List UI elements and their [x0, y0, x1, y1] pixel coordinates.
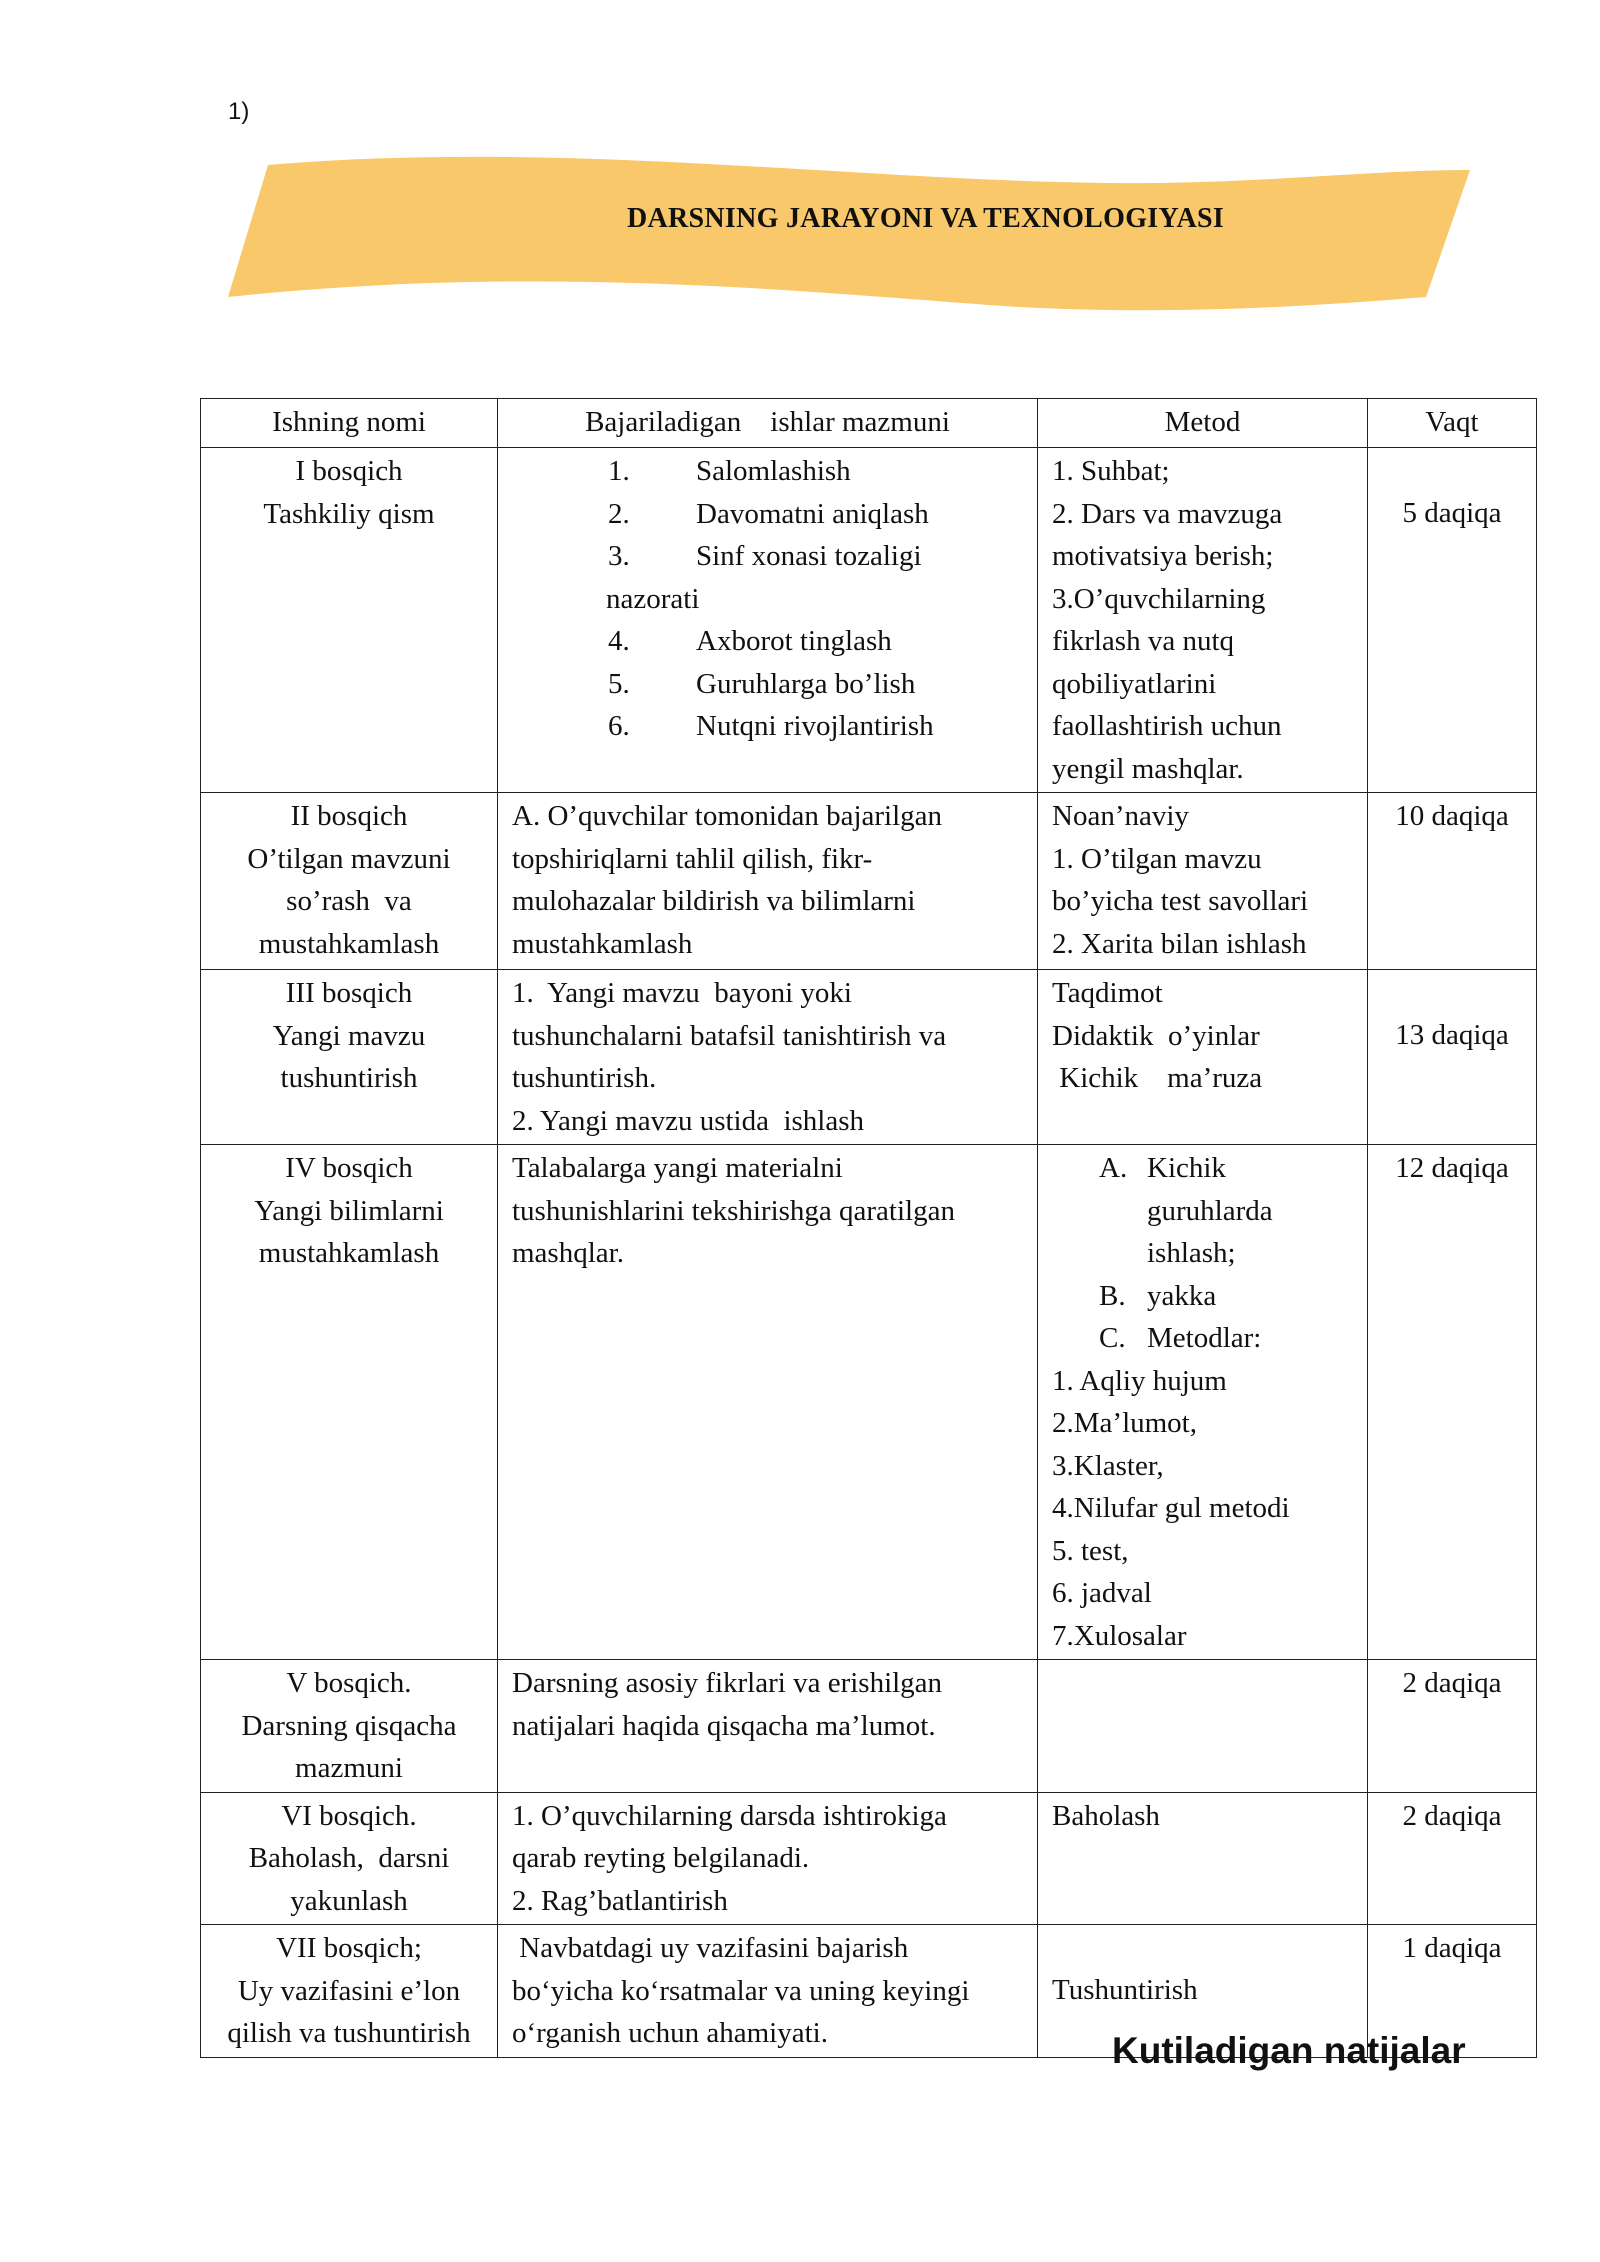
list-letter: A. — [1099, 1152, 1128, 1184]
content-line: bo‘yicha ko‘rsatmalar va uning keyingi — [512, 1974, 970, 2007]
list-number: 4. — [608, 625, 630, 657]
stage-cell — [201, 1660, 498, 1793]
method-line — [1052, 1927, 1353, 1969]
content-cell — [498, 448, 1038, 793]
stage-cell — [201, 1145, 498, 1660]
stage-line: qilish va tushuntirish — [227, 2017, 471, 2049]
stage-cell — [201, 1925, 498, 2058]
method-cell — [1038, 448, 1368, 793]
method-line: bo’yicha test savollari — [1052, 885, 1309, 917]
stage-line: I bosqich — [295, 455, 403, 487]
time-cell — [1368, 793, 1537, 970]
page-title: DARSNING JARAYONI VA TEXNOLOGIYASI — [626, 203, 1225, 234]
stage-cell — [201, 448, 498, 793]
stage-line: II bosqich — [290, 800, 408, 832]
lettered-method-item — [1099, 1232, 1353, 1275]
method-line: 2. Xarita bilan ishlash — [1052, 927, 1307, 960]
method-line: Tushuntirish — [1052, 1974, 1198, 2006]
method-line: Baholash — [1052, 1799, 1160, 1832]
list-text: Axborot tinglash — [696, 625, 892, 657]
method-line: Taqdimot — [1052, 977, 1163, 1009]
method-text: Kichik — [1147, 1152, 1226, 1184]
method-line: 1. Suhbat; — [1052, 455, 1170, 487]
content-list-item — [608, 535, 1023, 578]
stage-line: O’tilgan mavzuni — [247, 842, 451, 875]
table-row — [201, 793, 1537, 970]
content-line: 1. Yangi mavzu bayoni yoki — [512, 977, 852, 1009]
stage-line: tushuntirish — [280, 1062, 418, 1094]
lettered-method-item — [1099, 1317, 1353, 1360]
method-line: 2. Dars va mavzuga — [1052, 497, 1283, 530]
method-line: fikrlash va nutq — [1052, 625, 1235, 657]
method-line: 1. Aqliy hujum — [1052, 1364, 1227, 1397]
table-row — [201, 1660, 1537, 1793]
content-line: qarab reyting belgilanadi. — [512, 1842, 810, 1874]
list-text: Guruhlarga bo’lish — [696, 667, 916, 700]
method-cell — [1038, 793, 1368, 970]
column-header-time: Vaqt — [1368, 399, 1537, 448]
content-cell — [498, 793, 1038, 970]
content-list-item — [608, 620, 1023, 663]
content-line: mulohazalar bildirish va bilimlarni — [512, 885, 916, 917]
method-text: Metodlar: — [1147, 1322, 1262, 1354]
content-line: mashqlar. — [512, 1237, 624, 1269]
column-header-content: Bajariladigan ishlar mazmuni — [498, 399, 1038, 448]
time-value: 2 daqiqa — [1402, 1799, 1502, 1832]
method-line: 4.Nilufar gul metodi — [1052, 1492, 1290, 1524]
column-header-stage: Ishning nomi — [201, 399, 498, 448]
method-cell — [1038, 970, 1368, 1145]
list-number: 1. — [608, 455, 630, 487]
method-line: 5. test, — [1052, 1534, 1129, 1567]
stage-cell — [201, 1792, 498, 1925]
content-line: 2. Rag’batlantirish — [512, 1884, 728, 1917]
stage-line: yakunlash — [290, 1884, 408, 1917]
stage-cell — [201, 793, 498, 970]
lettered-method-item — [1099, 1275, 1353, 1318]
method-line: 2.Ma’lumot, — [1052, 1407, 1197, 1439]
method-text: guruhlarda — [1147, 1194, 1273, 1227]
method-line: motivatsiya berish; — [1052, 540, 1274, 572]
method-cell — [1038, 1660, 1368, 1793]
content-cell — [498, 1792, 1038, 1925]
method-line: 1. O’tilgan mavzu — [1052, 842, 1262, 875]
method-line: 3.Klaster, — [1052, 1449, 1164, 1482]
list-letter: C. — [1099, 1322, 1126, 1354]
time-value: 13 daqiqa — [1395, 1019, 1509, 1051]
stage-line: Uy vazifasini e’lon — [237, 1974, 461, 2007]
table-row — [201, 1145, 1537, 1660]
time-value: 12 daqiqa — [1395, 1152, 1509, 1184]
list-text: Nutqni rivojlantirish — [696, 710, 934, 742]
list-letter: B. — [1099, 1279, 1126, 1312]
list-text: nazorati — [606, 582, 700, 615]
stage-line: mustahkamlash — [258, 927, 440, 960]
content-list-item — [608, 450, 1023, 493]
content-line: Talabalarga yangi materialni — [512, 1152, 843, 1184]
method-line: qobiliyatlarini — [1052, 667, 1217, 700]
content-line: 1. O’quvchilarning darsda ishtirokiga — [512, 1799, 947, 1832]
method-line: 6. jadval — [1052, 1577, 1152, 1609]
content-cell — [498, 1660, 1038, 1793]
content-list-item — [608, 493, 1023, 536]
time-value: 5 daqiqa — [1402, 497, 1502, 529]
list-text: Sinf xonasi tozaligi — [696, 540, 922, 572]
method-line: Noan’naviy — [1052, 800, 1189, 832]
content-line: A. O’quvchilar tomonidan bajarilgan — [512, 800, 943, 832]
time-cell — [1368, 448, 1537, 793]
method-line: yengil mashqlar. — [1052, 752, 1244, 785]
time-cell — [1368, 1792, 1537, 1925]
time-cell — [1368, 970, 1537, 1145]
lettered-method-list — [1052, 1147, 1353, 1360]
content-cell — [498, 1925, 1038, 2058]
list-text: Davomatni aniqlash — [696, 497, 929, 530]
method-cell — [1038, 1145, 1368, 1660]
content-line: tushunchalarni batafsil tanishtirish va — [512, 1019, 947, 1052]
time-value: 2 daqiqa — [1402, 1667, 1502, 1699]
list-text: Salomlashish — [696, 455, 851, 487]
stage-line: Darsning qisqacha — [241, 1709, 457, 1742]
content-line: o‘rganish uchun ahamiyati. — [512, 2017, 828, 2049]
table-row — [201, 1792, 1537, 1925]
stage-cell — [201, 970, 498, 1145]
method-text: ishlash; — [1147, 1237, 1236, 1269]
stage-line: mustahkamlash — [258, 1237, 440, 1269]
time-value: 10 daqiqa — [1395, 800, 1509, 832]
content-list-item — [606, 578, 1023, 621]
time-cell — [1368, 1145, 1537, 1660]
stage-line: V bosqich. — [286, 1667, 412, 1699]
content-cell — [498, 1145, 1038, 1660]
content-line: 2. Yangi mavzu ustida ishlash — [512, 1104, 865, 1137]
time-cell — [1368, 1660, 1537, 1793]
method-line: 7.Xulosalar — [1052, 1619, 1187, 1652]
method-line: Kichik ma’ruza — [1052, 1062, 1263, 1094]
lesson-plan-table — [200, 398, 1537, 2058]
stage-line: VI bosqich. — [281, 1799, 417, 1832]
method-line: Didaktik o’yinlar — [1052, 1019, 1260, 1052]
content-line: Navbatdagi uy vazifasini bajarish — [512, 1932, 909, 1964]
method-cell — [1038, 1792, 1368, 1925]
content-cell — [498, 970, 1038, 1145]
stage-line: Baholash, darsni — [248, 1842, 450, 1874]
time-value: 1 daqiqa — [1402, 1932, 1502, 1964]
content-line: mustahkamlash — [512, 927, 693, 960]
content-line: tushunishlarini tekshirishga qaratilgan — [512, 1194, 955, 1227]
method-text: yakka — [1147, 1279, 1217, 1312]
column-header-method: Metod — [1038, 399, 1368, 448]
list-number: 3. — [608, 540, 630, 572]
stage-line: VII bosqich; — [276, 1932, 422, 1964]
stage-line: so’rash va — [286, 885, 412, 917]
content-line: natijalari haqida qisqacha ma’lumot. — [512, 1709, 936, 1742]
lettered-method-item — [1099, 1190, 1353, 1233]
table-row — [201, 970, 1537, 1145]
stage-line: Yangi bilimlarni — [254, 1194, 444, 1227]
content-line: topshiriqlarni tahlil qilish, fikr- — [512, 842, 873, 875]
list-number: 2. — [608, 497, 630, 530]
content-line: Darsning asosiy fikrlari va erishilgan — [512, 1667, 943, 1699]
stage-line: mazmuni — [295, 1752, 403, 1784]
method-line: faollashtirish uchun — [1052, 710, 1282, 742]
list-number: 6. — [608, 710, 630, 742]
table-header-row — [201, 399, 1537, 448]
list-number: 5. — [608, 667, 630, 700]
stage-line: IV bosqich — [285, 1152, 413, 1184]
content-line: tushuntirish. — [512, 1062, 657, 1094]
content-list-item — [608, 705, 1023, 748]
stage-line: Yangi mavzu — [272, 1019, 426, 1052]
stage-line: Tashkiliy qism — [263, 497, 435, 530]
expected-results-heading: Kutiladigan natijalar — [1112, 2030, 1466, 2071]
stage-line: III bosqich — [285, 977, 413, 1009]
lettered-method-item — [1099, 1147, 1353, 1190]
content-list-item — [608, 663, 1023, 706]
method-line: 3.O’quvchilarning — [1052, 582, 1266, 615]
title-banner — [228, 145, 1473, 320]
table-row — [201, 448, 1537, 793]
page-number: 1) — [228, 98, 250, 125]
